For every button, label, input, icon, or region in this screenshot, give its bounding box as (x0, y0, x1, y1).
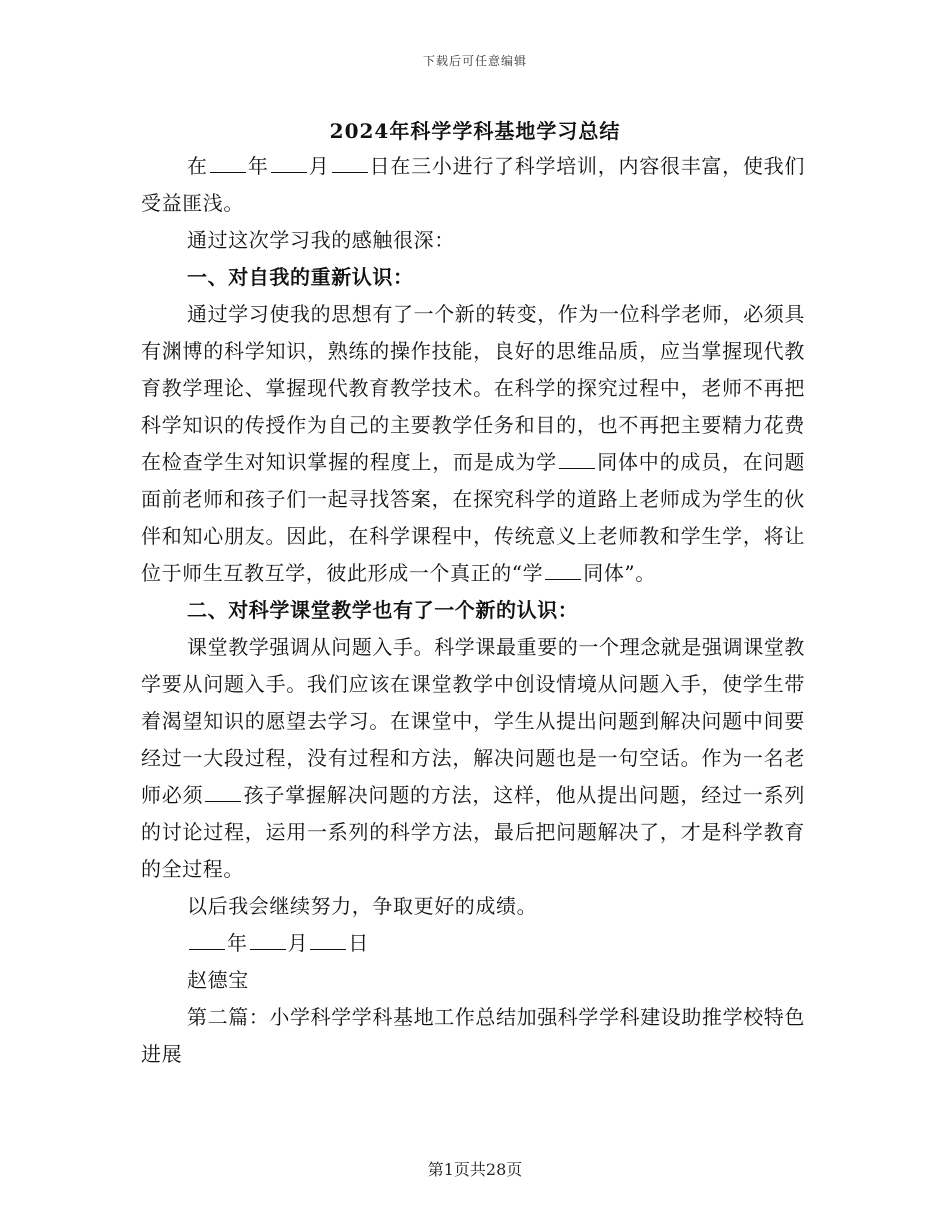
blank-line (559, 450, 595, 469)
section2-text-b: 孩子掌握解决问题的方法，这样，他从提出问题，经过一系列的讨论过程，运用一系列的科学方法，最后把问题解决了，才是科学教育的全过程。 (141, 783, 805, 881)
date-day-label: 日 (348, 931, 369, 955)
blank-line (545, 561, 581, 580)
section2-text-a: 课堂教学强调从问题入手。科学课最重要的一个理念就是强调课堂教学要从问题入手。我们应该在课堂教学中创设情境从问题入手，使学生带着渴望知识的愿望去学习。在课堂中，学生从提出问题到解决问题中间要经过一大段过程，没有过程和方法，解决问题也是一句空话。作为一名老师必须 (141, 635, 805, 807)
feeling-paragraph: 通过这次学习我的感触很深： (187, 228, 455, 252)
blank-line (250, 931, 286, 950)
blank-line (210, 154, 246, 173)
section2-heading: 二、对科学课堂教学也有了一个新的认识： (187, 598, 579, 622)
blank-line (189, 931, 225, 950)
blank-line (205, 783, 241, 802)
date-month-label: 月 (287, 931, 309, 955)
next-article-title: 第二篇：小学科学学科基地工作总结加强科学学科建设助推学校特色进展 (141, 1005, 805, 1066)
document-title: 2024年科学学科基地学习总结 (329, 119, 621, 143)
section1-text-a: 通过学习使我的思想有了一个新的转变，作为一位科学老师，必须具有渊博的科学知识，熟练的操作技能，良好的思维品质，应当掌握现代教育教学理论、掌握现代教育教学技术。在科学的探究过程中，老师不再把科学知识的传授作为自己的主要教学任务和目的，也不再把主要精力花费在检查学生对知识掌握的程度上，而是成为学 (141, 302, 805, 474)
section2-body (141, 629, 805, 888)
intro-text-a: 在 (187, 154, 208, 178)
blank-line (271, 154, 307, 173)
signature: 赵德宝 (187, 968, 249, 992)
intro-text-b: 年 (247, 154, 269, 178)
blank-line (332, 154, 368, 173)
intro-text-d: 日在三小进行了科学培训，内容很丰富，使我们受益匪浅。 (141, 154, 805, 215)
section1-heading: 一、对自我的重新认识： (187, 265, 414, 289)
blank-line (310, 931, 346, 950)
section1-text-b: 同体中的成员，在问题面前老师和孩子们一起寻找答案，在探究科学的道路上老师成为学生的伙伴和知心朋友。因此，在科学课程中，传统意义上老师教和学生学，将让位于师生互教互学，彼此形成一个真正的“学 (141, 450, 805, 585)
section1-body (141, 296, 805, 592)
date-year-label: 年 (227, 931, 248, 955)
closing-paragraph: 以后我会继续努力，争取更好的成绩。 (187, 894, 538, 918)
header-note: 下载后可任意编辑 (422, 54, 527, 68)
intro-text-c: 月 (308, 154, 330, 178)
intro-paragraph (141, 148, 805, 222)
page-footer: 第1页共28页 (427, 1160, 523, 1179)
section1-text-c: 同体”。 (583, 561, 656, 585)
document-body (141, 148, 805, 1073)
date-line (141, 925, 805, 962)
